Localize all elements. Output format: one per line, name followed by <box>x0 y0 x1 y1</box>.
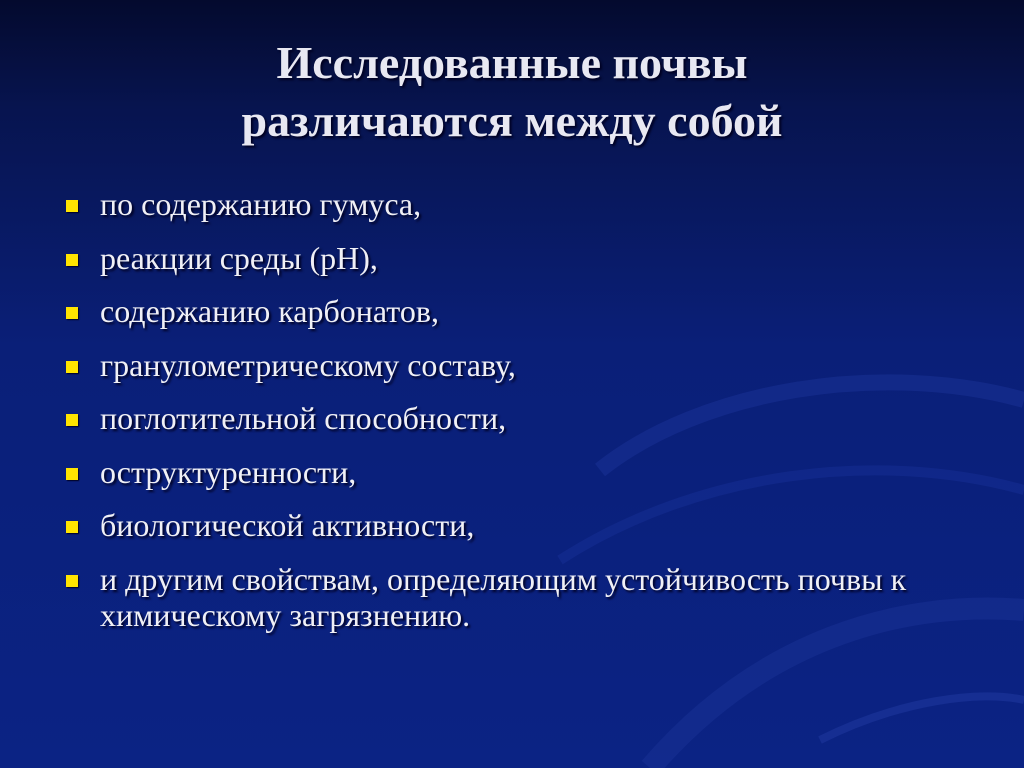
bullet-item-absorption <box>64 400 964 436</box>
square-bullet-icon <box>66 361 78 373</box>
bullet-text: биологической активности, <box>100 507 475 543</box>
bullet-text: и другим свойствам, определяющим устойчивость почвы к химическому загрязнению. <box>100 560 907 633</box>
bullet-text: гранулометрическому составу, <box>100 346 516 383</box>
square-bullet-icon <box>66 307 78 319</box>
square-bullet-icon <box>66 200 78 212</box>
slide-title-line-2: различаются между собой <box>241 95 783 146</box>
bullet-list <box>64 186 964 650</box>
bullet-item-humus <box>64 186 964 222</box>
bullet-text: содержанию карбонатов, <box>100 293 439 329</box>
bullet-text: по содержанию гумуса, <box>100 186 422 222</box>
bullet-text: оструктуренности, <box>100 453 357 490</box>
square-bullet-icon <box>66 254 78 266</box>
bullet-text: реакции среды (рН), <box>100 239 378 276</box>
square-bullet-icon <box>66 414 78 426</box>
bullet-item-structure <box>64 454 964 490</box>
square-bullet-icon <box>66 468 78 480</box>
slide-title-line-1: Исследованные почвы <box>276 37 748 88</box>
square-bullet-icon <box>66 575 78 587</box>
square-bullet-icon <box>66 521 78 533</box>
bullet-item-other-properties <box>64 561 964 633</box>
bullet-text: поглотительной способности, <box>100 400 507 436</box>
bullet-item-ph <box>64 240 964 276</box>
bullet-item-carbonates <box>64 293 964 329</box>
bullet-item-biological-activity <box>64 507 964 543</box>
bullet-item-granulometry <box>64 347 964 383</box>
slide-title <box>0 34 1024 150</box>
